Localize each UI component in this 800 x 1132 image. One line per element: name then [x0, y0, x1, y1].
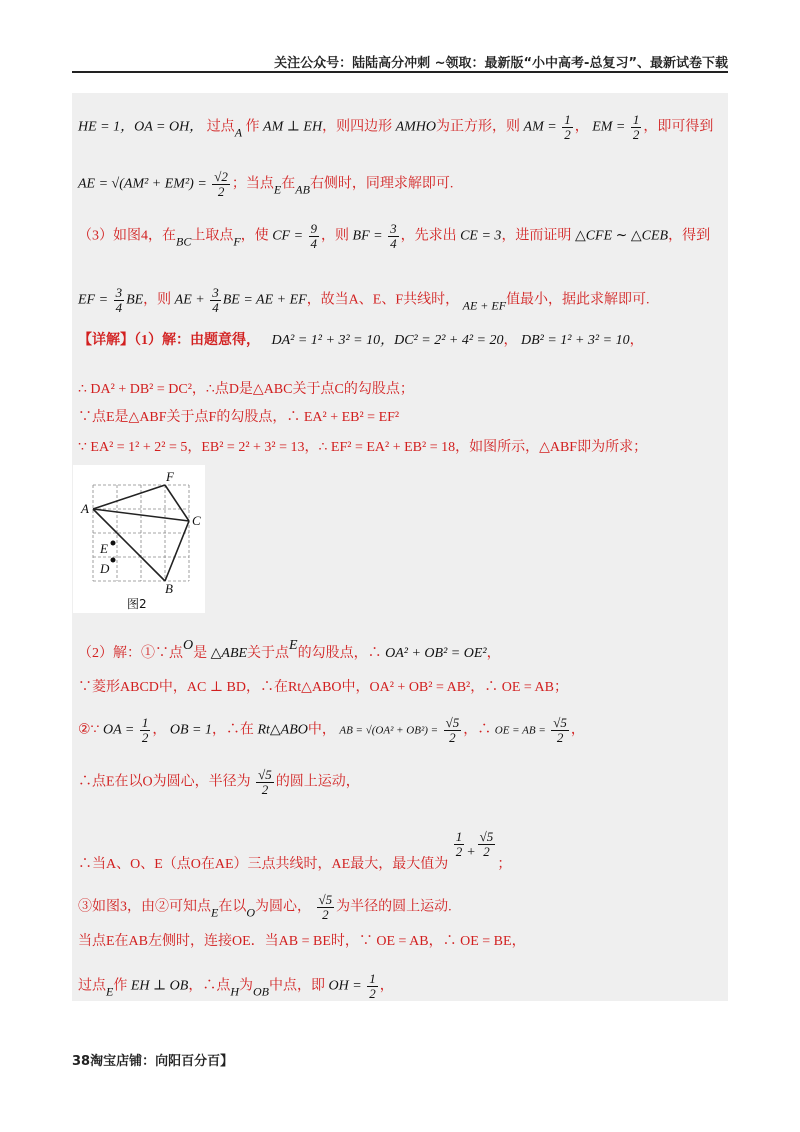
denominator: 2 — [556, 730, 564, 745]
formula: AMHO — [395, 119, 437, 135]
point-label: O — [246, 905, 256, 920]
line-1 — [78, 113, 713, 143]
fraction — [562, 113, 573, 142]
line-6: ∴ DA² + DB² = DC²，∴点D是△ABC关于点C的勾股点； — [78, 382, 414, 397]
fraction — [114, 286, 125, 315]
text: ∴点E在以O为圆心，半径为 — [78, 774, 251, 790]
text: ，∴ — [463, 722, 492, 738]
text: 中， — [307, 722, 336, 738]
denominator: 2 — [217, 184, 225, 199]
text: ，先求出 — [400, 228, 457, 244]
fraction — [212, 170, 230, 199]
line-10: ∵菱形ABCD中，AC ⊥ BD，∴在Rt△ABO中，OA² + OB² = AB²，∴ OE = AB； — [78, 680, 568, 695]
fraction — [388, 222, 399, 251]
text: ，则四边形 — [322, 119, 393, 135]
point-label: E — [211, 905, 219, 920]
denominator: 2 — [322, 907, 329, 922]
header-rule — [72, 71, 728, 73]
fraction — [631, 113, 642, 142]
point-label: H — [230, 984, 240, 999]
formula: AE = √(AM² + EM²) = — [78, 176, 207, 192]
text: ， — [503, 333, 518, 348]
text: 【详解】（1）解：由题意得， — [78, 333, 260, 348]
text: 作 — [113, 978, 128, 994]
figure-2 — [73, 465, 205, 613]
line-5 — [78, 331, 644, 351]
line-15: 当点E在AB左侧时，连接OE．当AB = BE时，∵ OE = AB，∴ OE = BE， — [78, 934, 526, 949]
formula: Rt△ABO — [257, 722, 308, 738]
point-label: E — [106, 984, 114, 999]
fraction — [140, 716, 151, 745]
page-footer: 38淘宝店铺：向阳百分百】 — [72, 1054, 234, 1069]
text: 在 — [281, 176, 296, 192]
formula: CF = — [272, 228, 304, 244]
label-E: E — [100, 541, 108, 556]
numerator: √5 — [553, 715, 567, 730]
denominator: 2 — [455, 844, 463, 859]
text: 是 — [193, 646, 208, 661]
formula: OB = 1 — [169, 722, 212, 738]
segment-label: AB — [295, 182, 310, 197]
denominator: 2 — [449, 730, 456, 745]
text: 如图所示，△ABF即为所求； — [469, 440, 648, 455]
denominator: 4 — [115, 300, 123, 315]
text: ，即可得到 — [643, 119, 714, 135]
label-F: F — [166, 469, 174, 484]
fraction — [444, 716, 462, 745]
text: ∵ EA² = 1² + 2² = 5，EB² = 2² + 3² = 13，∴ EF² = EA² + EB² = 18， — [78, 440, 470, 455]
formula: AM = — [523, 119, 557, 135]
numerator: 1 — [455, 829, 463, 844]
numerator: 9 — [310, 221, 318, 236]
text: 值最小，据此求解即可. — [506, 292, 650, 308]
geometry-diagram — [73, 465, 205, 613]
text: 作 — [245, 119, 260, 135]
point-label: E — [273, 182, 282, 197]
formula: △ABE — [210, 646, 248, 661]
formula: HE = 1，OA = OH， — [78, 119, 204, 135]
numerator: √5 — [258, 767, 272, 782]
text: ，∴点 — [188, 978, 231, 994]
line-13 — [78, 830, 511, 875]
text: 中点，即 — [269, 978, 326, 994]
numerator: 1 — [564, 112, 571, 127]
numerator: 1 — [141, 715, 149, 730]
text: ，进而证明 — [501, 228, 572, 244]
point-label: E — [289, 638, 298, 653]
text: 过点 — [78, 978, 106, 994]
point-label: O — [183, 638, 194, 653]
formula: EF = — [78, 292, 109, 308]
point-D — [111, 558, 116, 563]
line-4 — [78, 286, 650, 316]
text: ③如图3，由②可知点 — [78, 899, 211, 915]
point-label: A — [234, 125, 243, 140]
text: ；当点 — [231, 176, 274, 192]
fraction — [210, 286, 221, 315]
line-9 — [78, 636, 501, 664]
denominator: 2 — [483, 844, 490, 859]
text: 右侧时，同理求解即可. — [309, 176, 454, 192]
text: 为圆心， — [255, 899, 312, 915]
fraction — [367, 972, 378, 1001]
numerator: 3 — [390, 221, 397, 236]
line-7: ∵点E是△ABF关于点F的勾股点，∴ EA² + EB² = EF² — [78, 410, 400, 425]
formula: OH = — [328, 978, 362, 994]
line-11 — [78, 716, 585, 745]
formula: DB² = 1² + 3² = 10 — [520, 333, 630, 348]
text: 为正方形，则 — [436, 119, 521, 135]
text: ， — [379, 978, 394, 994]
text: 的勾股点，∴ — [297, 646, 382, 661]
line-3 — [78, 222, 710, 252]
formula: BE = AE + EF — [222, 292, 307, 308]
text: 关于点 — [247, 646, 290, 661]
numerator: √5 — [445, 715, 460, 730]
figure-caption: 图2 — [127, 597, 147, 611]
denominator: 4 — [310, 236, 318, 251]
text: （2）解：①∵点 — [78, 646, 183, 661]
text: ， — [570, 722, 585, 738]
numerator: √5 — [318, 892, 333, 907]
formula: AB = √(OA² + OB²) = — [339, 724, 439, 737]
point-label: F — [233, 234, 241, 249]
numerator: √5 — [479, 829, 494, 844]
formula: BF = — [352, 228, 383, 244]
label-C: C — [192, 513, 201, 528]
label-B: B — [165, 581, 173, 596]
numerator: 1 — [632, 112, 640, 127]
line-16 — [78, 972, 394, 1002]
formula: OA² + OB² = OE² — [385, 646, 487, 661]
fraction — [454, 830, 465, 859]
formula: EH ⊥ OB — [130, 978, 189, 994]
segment-label: BC — [176, 234, 192, 249]
text: 为 — [239, 978, 254, 994]
line-14 — [78, 893, 452, 923]
formula: AE + — [174, 292, 205, 308]
denominator: 2 — [141, 730, 149, 745]
denominator: 4 — [212, 300, 219, 315]
text: ，使 — [240, 228, 269, 244]
formula: OE = AB = — [494, 724, 546, 737]
text: ，∴在 — [211, 722, 254, 738]
denominator: 2 — [632, 127, 640, 142]
point-E — [111, 541, 116, 546]
text: ，故当A、E、F共线时， — [306, 292, 460, 308]
fraction — [256, 768, 274, 797]
label-D: D — [100, 561, 110, 576]
plus-sign: + — [466, 845, 476, 860]
text: ，则 — [143, 292, 172, 308]
numerator: 3 — [212, 285, 219, 300]
text: ， — [486, 646, 501, 661]
numerator: 1 — [369, 971, 376, 986]
segment-label: OB — [253, 984, 270, 999]
text: ， — [152, 722, 167, 738]
label-A: A — [81, 501, 89, 516]
text: ， — [574, 119, 589, 135]
page-header: 关注公众号：陆陆高分冲刺 ~领取：最新版“小中高考-总复习”、最新试卷下载 — [274, 56, 728, 71]
fraction — [551, 716, 569, 745]
formula: OA = — [102, 722, 135, 738]
text: ， — [629, 333, 644, 348]
denominator: 2 — [564, 127, 571, 142]
text: ； — [497, 857, 512, 872]
text: 过点 — [206, 119, 235, 135]
text: ，则 — [321, 228, 350, 244]
text: ②∵ — [78, 722, 100, 738]
denominator: 2 — [369, 986, 376, 1001]
fraction — [317, 893, 335, 922]
numerator: 3 — [115, 285, 123, 300]
text: ，得到 — [668, 228, 711, 244]
denominator: 4 — [390, 236, 397, 251]
formula: AE + EF — [462, 298, 507, 313]
formula: DA² = 1² + 3² = 10，DC² = 2² + 4² = 20 — [271, 333, 504, 348]
denominator: 2 — [261, 782, 269, 797]
formula: EM = — [592, 119, 626, 135]
line-2 — [78, 170, 453, 200]
fraction — [478, 830, 496, 859]
text: ∴当A、O、E（点O在AE）三点共线时，AE最大，最大值为 — [78, 857, 449, 872]
text: 为半径的圆上运动. — [336, 899, 452, 915]
fraction — [309, 222, 320, 251]
text: 的圆上运动， — [275, 774, 360, 790]
formula: CE = 3 — [460, 228, 502, 244]
text: （3）如图4，在 — [78, 228, 176, 244]
line-12 — [78, 768, 360, 797]
formula: BE — [126, 292, 144, 308]
text: 上取点 — [191, 228, 234, 244]
formula: AM ⊥ EH — [263, 119, 323, 135]
numerator: √2 — [214, 169, 228, 184]
text: 在以 — [218, 899, 247, 915]
line-8 — [78, 438, 647, 458]
formula: △CFE ∼ △CEB — [574, 228, 669, 244]
